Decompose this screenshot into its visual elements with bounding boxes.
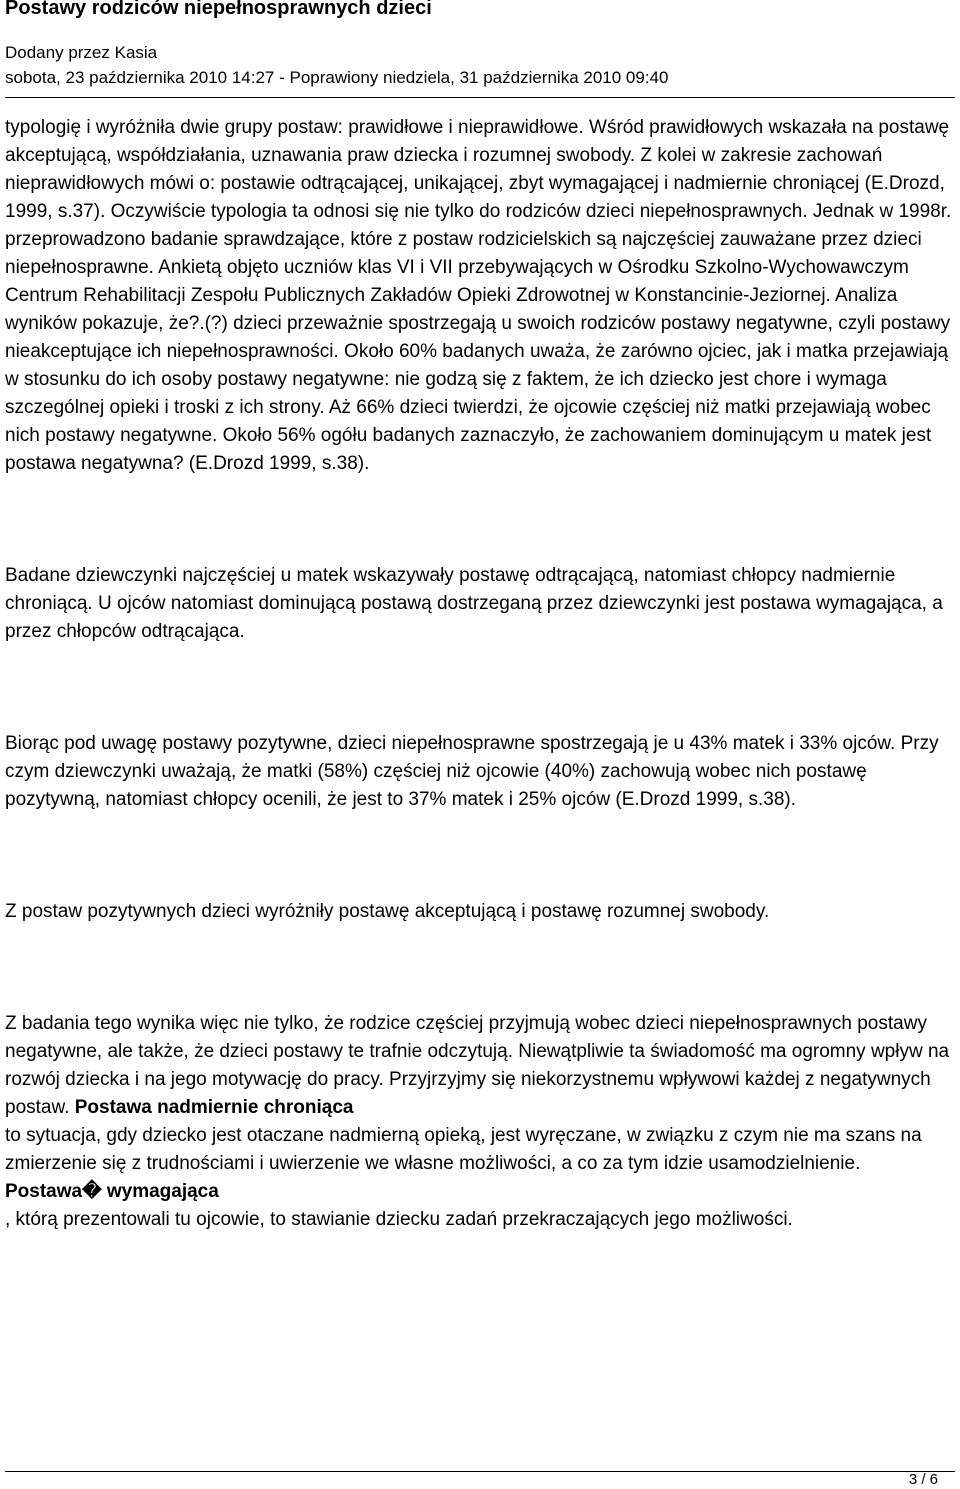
paragraph-accepting: Z postaw pozytywnych dzieci wyróżniły postawę akceptującą i postawę rozumnej swobody. bbox=[5, 901, 770, 922]
paragraph-gap bbox=[5, 646, 955, 730]
heading-overprotective: Postawa nadmiernie chroniąca bbox=[74, 1097, 354, 1118]
page-number: 3 / 6 bbox=[908, 1471, 938, 1488]
header-divider bbox=[5, 97, 955, 98]
paragraph-typology: typologię i wyróżniła dwie grupy postaw: prawidłowe i nieprawidłowe. Wśród prawidłowych wskazała na postawę akceptującą, współdziałania, uznawania praw dziecka i rozumnej swobody. Z kolei w zakresie zachowań nieprawidłowych mówi o: postawie odtrącającej, unikającej, zbyt wymagającej i nadmiernie chroniącej (E.Drozd, 1999, s.37). Oczywiście typologia ta odnosi się nie tylko do rodziców dzieci niepełnosprawnych. Jednak w 1998r. przeprowadzono badanie sprawdzające, które z postaw rodzicielskich są najczęściej zauważane przez dzieci niepełnosprawne. Ankietą objęto uczniów klas VI i VII przebywających w Ośrodku Szkolno-Wychowawczym Centrum Rehabilitacji Zespołu Publicznych Zakładów Opieki Zdrowotnej w Konstancinie-Jeziornej. Analiza wyników pokazuje, że?.(?) dzieci przeważnie spostrzegają u swoich rodziców postawy negatywne, czyli postawy nieakceptujące ich niepełnosprawności. Około 60% badanych uważa, że zarówno ojciec, jak i matka przejawiają w stosunku do ich osoby postawy negatywne: nie godzą się z faktem, że ich dziecko jest chore i wymaga szczególnej opieki i troski z ich strony. Aż 66% dzieci twierdzi, że ojcowie częściej niż matki przejawiają wobec nich postawy negatywne. Około 56% ogółu badanych zaznaczyło, że zachowaniem dominującym u matek jest postawa negatywna? (E.Drozd 1999, s.38). bbox=[5, 117, 952, 474]
page-title: Postawy rodziców niepełnosprawnych dzieci bbox=[5, 0, 432, 19]
heading-demanding: Postawa� wymagająca bbox=[5, 1181, 219, 1202]
paragraph-demanding: , którą prezentowali tu ojcowie, to stawianie dziecku zadań przekraczających jego możliwości. bbox=[5, 1209, 793, 1230]
paragraph-positive-attitudes: Biorąc pod uwagę postawy pozytywne, dzieci niepełnosprawne spostrzegają je u 43% matek i 33% ojców. Przy czym dziewczynki uważają, że matki (58%) częściej niż ojcowie (40%) zachowują wobec nich postawę pozytywną, natomiast chłopcy ocenili, że jest to 37% matek i 25% ojców (E.Drozd 1999, s.38). bbox=[5, 733, 939, 810]
date-line: sobota, 23 października 2010 14:27 - Poprawiony niedziela, 31 października 2010 09:40 bbox=[5, 68, 669, 87]
author-line: Dodany przez Kasia bbox=[5, 43, 158, 62]
paragraph-overprotective: to sytuacja, gdy dziecko jest otaczane nadmierną opieką, jest wyręczane, w związku z czym nie ma szans na zmierzenie się z trudnościami i uwierzenie we własne możliwości, a co za tym idzie usamodzielnienie. bbox=[5, 1125, 922, 1174]
paragraph-girls-boys: Badane dziewczynki najczęściej u matek wskazywały postawę odtrącającą, natomiast chłopcy nadmiernie chroniącą. U ojców natomiast dominującą postawą dostrzeganą przez dziewczynki jest postawa wymagająca, a przez chłopców odtrącająca. bbox=[5, 565, 943, 642]
paragraph-gap bbox=[5, 926, 955, 1010]
paragraph-gap bbox=[5, 814, 955, 898]
article-body bbox=[5, 114, 955, 1234]
paragraph-conclusion bbox=[5, 1010, 955, 1122]
conclusion-text: Z badania tego wynika więc nie tylko, że rodzice częściej przyjmują wobec dzieci niepełnosprawnych postawy negatywne, ale także, że dzieci postawy te trafnie odczytują. Niewątpliwie ta świadomość ma ogromny wpływ na rozwój dziecka i na jego motywację do pracy. Przyjrzyjmy się niekorzystnemu wpływowi każdej z negatywnych postaw. bbox=[5, 1013, 950, 1118]
footer-divider bbox=[5, 1471, 955, 1472]
paragraph-gap bbox=[5, 478, 955, 562]
article-meta bbox=[5, 40, 668, 90]
